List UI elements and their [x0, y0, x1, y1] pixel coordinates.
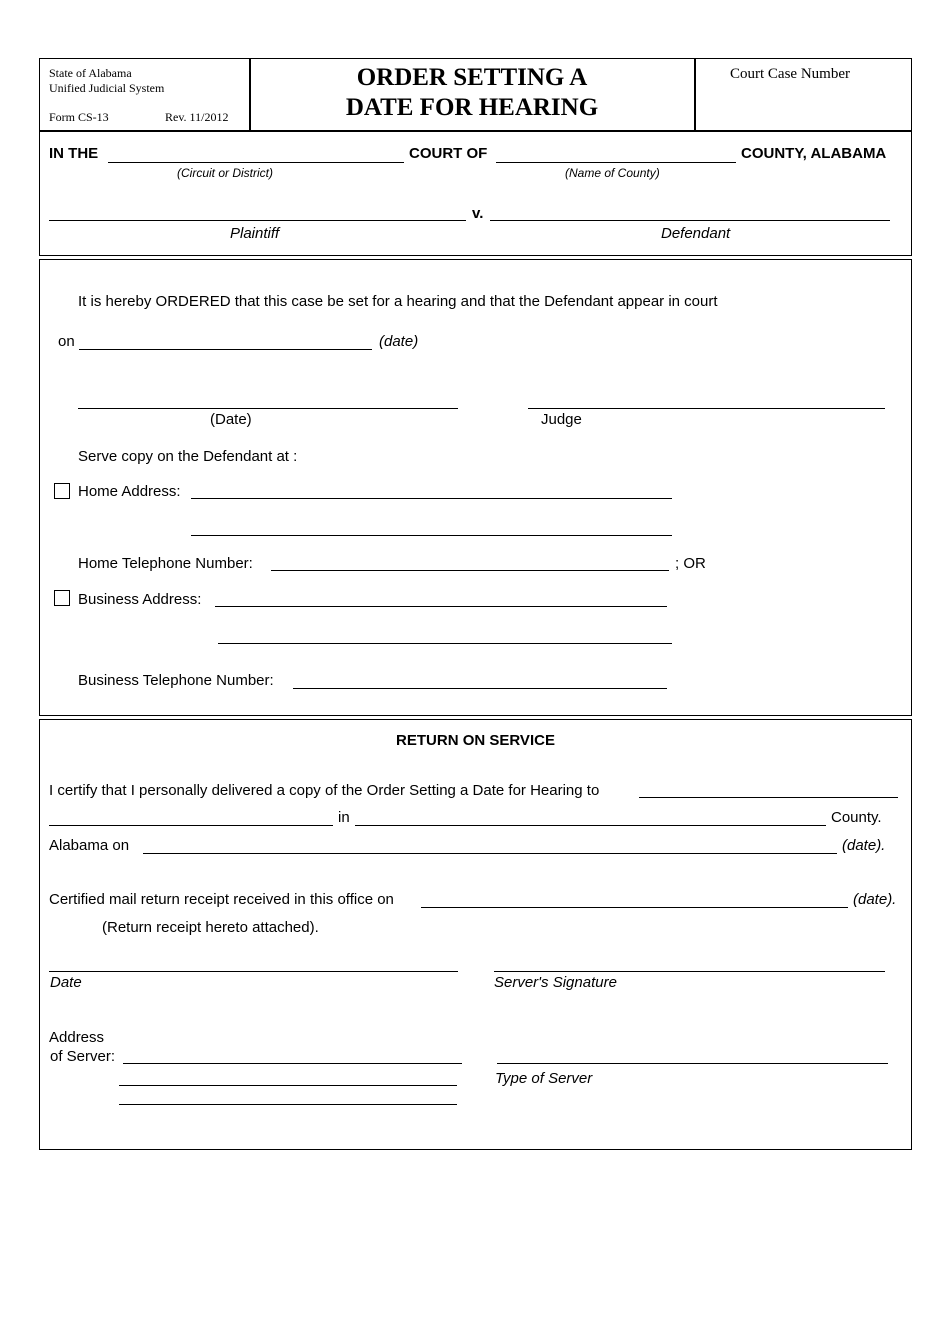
- versus-label: v.: [472, 205, 484, 222]
- delivered-to-field[interactable]: [639, 797, 898, 798]
- business-telephone-label: Business Telephone Number:: [78, 672, 274, 689]
- home-address-label: Home Address:: [78, 483, 181, 500]
- order-date-field[interactable]: [78, 408, 458, 409]
- form-title-line1: ORDER SETTING A: [356, 64, 588, 91]
- home-address-field-line2[interactable]: [191, 535, 672, 536]
- form-number: Form CS-13: [49, 110, 109, 124]
- order-statement: It is hereby ORDERED that this case be set for a hearing and that the Defendant appear in court: [78, 293, 718, 310]
- state-name: State of Alabama: [49, 66, 132, 80]
- server-address-field-line3[interactable]: [119, 1104, 457, 1105]
- business-telephone-field[interactable]: [293, 688, 667, 689]
- defendant-label: Defendant: [661, 225, 731, 242]
- certify-statement: I certify that I personally delivered a copy of the Order Setting a Date for Hearing to: [49, 782, 600, 799]
- form-title-line2: DATE FOR HEARING: [345, 94, 599, 121]
- or-label: ; OR: [675, 555, 706, 572]
- delivery-date-field[interactable]: [143, 853, 837, 854]
- county-alabama-label: COUNTY, ALABAMA: [741, 145, 887, 162]
- judge-signature-field[interactable]: [528, 408, 885, 409]
- serve-copy-label: Serve copy on the Defendant at :: [78, 448, 298, 465]
- service-date-field[interactable]: [49, 971, 458, 972]
- business-address-label: Business Address:: [78, 591, 202, 608]
- court-case-number-label: Court Case Number: [730, 66, 850, 82]
- server-type-field[interactable]: [497, 1063, 888, 1064]
- hearing-date-hint: (date): [379, 333, 419, 350]
- judicial-system: Unified Judicial System: [49, 81, 165, 95]
- court-of-label: COURT OF: [409, 145, 488, 162]
- business-address-field-line2[interactable]: [218, 643, 672, 644]
- plaintiff-label: Plaintiff: [230, 225, 280, 242]
- server-address-label-line1: Address: [49, 1029, 105, 1046]
- plaintiff-field[interactable]: [49, 220, 466, 221]
- form-revision: Rev. 11/2012: [165, 110, 229, 124]
- home-telephone-field[interactable]: [271, 570, 669, 571]
- court-type-field[interactable]: [108, 162, 404, 163]
- receipt-date-hint: (date).: [853, 891, 897, 908]
- alabama-on-label: Alabama on: [49, 837, 130, 854]
- business-address-field-line1[interactable]: [215, 606, 667, 607]
- return-on-service-heading: RETURN ON SERVICE: [396, 732, 555, 749]
- home-address-field-line1[interactable]: [191, 498, 672, 499]
- delivery-date-hint: (date).: [842, 837, 886, 854]
- service-date-label: Date: [50, 974, 82, 991]
- return-receipt-note: (Return receipt hereto attached).: [102, 919, 319, 936]
- defendant-field[interactable]: [490, 220, 890, 221]
- name-of-county-hint: (Name of County): [565, 166, 660, 180]
- in-label: in: [338, 809, 350, 826]
- home-address-checkbox[interactable]: [54, 483, 70, 499]
- certified-mail-statement: Certified mail return receipt received in this office on: [49, 891, 394, 908]
- delivery-location-field[interactable]: [49, 825, 333, 826]
- home-telephone-label: Home Telephone Number:: [78, 555, 253, 572]
- judge-label: Judge: [541, 411, 582, 428]
- hearing-date-field[interactable]: [79, 349, 372, 350]
- server-signature-label: Server's Signature: [494, 974, 617, 991]
- order-date-label: (Date): [210, 411, 252, 428]
- receipt-date-field[interactable]: [421, 907, 848, 908]
- county-label: County.: [831, 809, 882, 826]
- in-the-label: IN THE: [49, 145, 99, 162]
- type-of-server-label: Type of Server: [495, 1070, 593, 1087]
- delivery-county-field[interactable]: [355, 825, 826, 826]
- server-signature-field[interactable]: [494, 971, 885, 972]
- business-address-checkbox[interactable]: [54, 590, 70, 606]
- server-address-field-line2[interactable]: [119, 1085, 457, 1086]
- circuit-or-district-hint: (Circuit or District): [177, 166, 273, 180]
- server-address-field-line1[interactable]: [123, 1063, 462, 1064]
- server-address-label-line2: of Server:: [50, 1048, 116, 1065]
- county-name-field[interactable]: [496, 162, 736, 163]
- on-label: on: [58, 333, 75, 350]
